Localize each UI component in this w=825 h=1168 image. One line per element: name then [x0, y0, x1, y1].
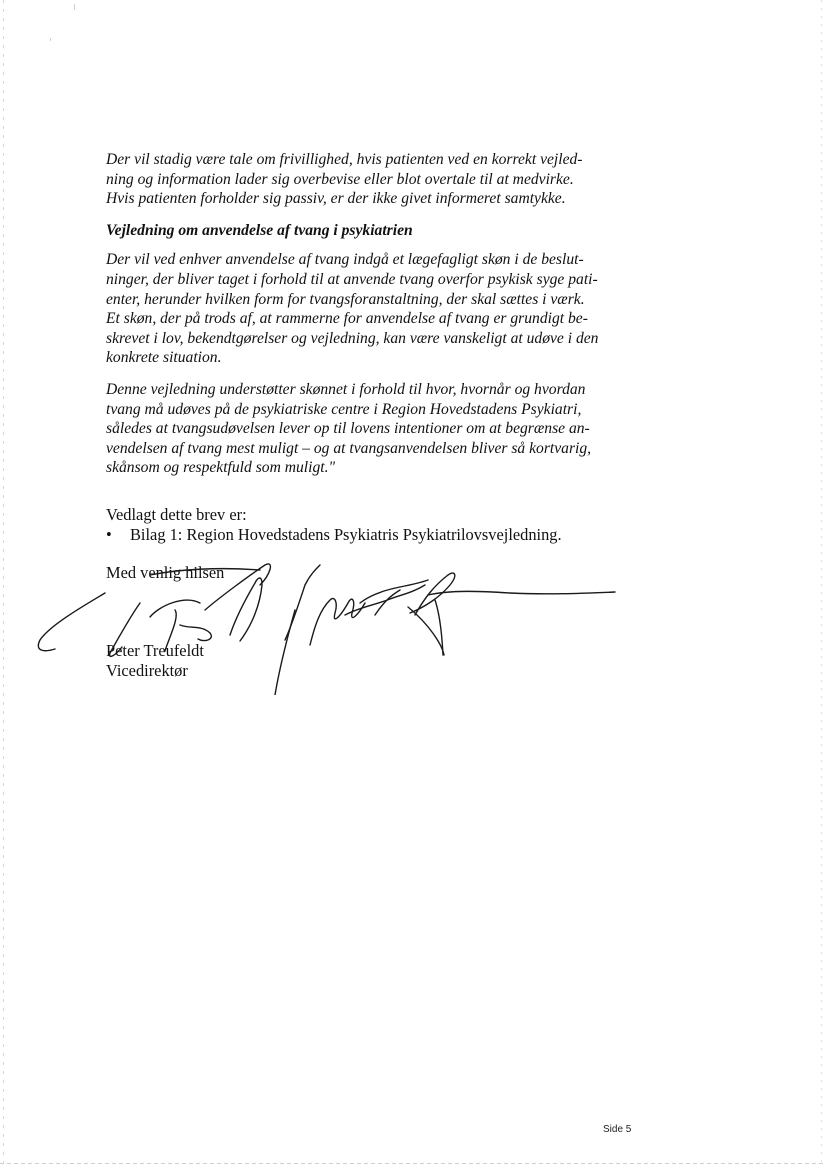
- scan-edge-right: [821, 0, 822, 1168]
- section-heading: Vejledning om anvendelse af tvang i psykiatrien: [106, 221, 413, 239]
- paragraph-medical-judgement: Der vil ved enhver anvendelse af tvang indgå et lægefagligt skøn i de beslut- ninger, der bliver taget i forhold til at anvende tvang overfor psykisk syge pati- enter, herunder hvilken form for tvangsforanstaltning, der skal sættes i værk. Et skøn, der på trods af, at rammerne for anvendelse af tvang er grundigt be- skrevet i lov, bekendtgørelser og vejledning, kan være vanskeligt at udøve i den konkrete situation.: [106, 251, 599, 367]
- signer-title: Vicedirektør: [106, 661, 188, 680]
- closing-greeting: Med venlig hilsen: [106, 563, 225, 582]
- letter-body: [106, 150, 636, 490]
- scan-edge-left: [3, 0, 4, 1168]
- page-number: Side 5: [603, 1124, 632, 1135]
- scan-speck: [74, 4, 75, 10]
- attachment-label: Bilag 1: Region Hovedstadens Psykiatris Psykiatrilovsvejledning.: [130, 525, 562, 544]
- attachment-list-item: [106, 525, 562, 545]
- paragraph-voluntariness: Der vil stadig være tale om frivillighed, hvis patienten ved en korrekt vejled- ning og information lader sig overbevise eller blot overtale til at medvirke. Hvis patienten forholder sig passiv, er der ikke givet informeret samtykke.: [106, 151, 583, 208]
- bullet-icon: •: [106, 525, 112, 544]
- signer-name: Peter Treufeldt: [106, 641, 204, 660]
- scan-edge-bottom: [0, 1163, 825, 1164]
- attachments-intro: Vedlagt dette brev er:: [106, 505, 247, 524]
- paragraph-guidance-support: Denne vejledning understøtter skønnet i forhold til hvor, hvornår og hvordan tvang må udøves på de psykiatriske centre i Region Hovedstadens Psykiatri, således at tvangsudøvelsen lever op til lovens intentioner om at begrænse an- vendelsen af tvang mest muligt – og at tvangsanvendelsen bliver så kortvarig, skånsom og respektfuld som muligt.": [106, 380, 592, 477]
- scan-speck: [50, 38, 51, 41]
- handwritten-signature: [30, 555, 630, 695]
